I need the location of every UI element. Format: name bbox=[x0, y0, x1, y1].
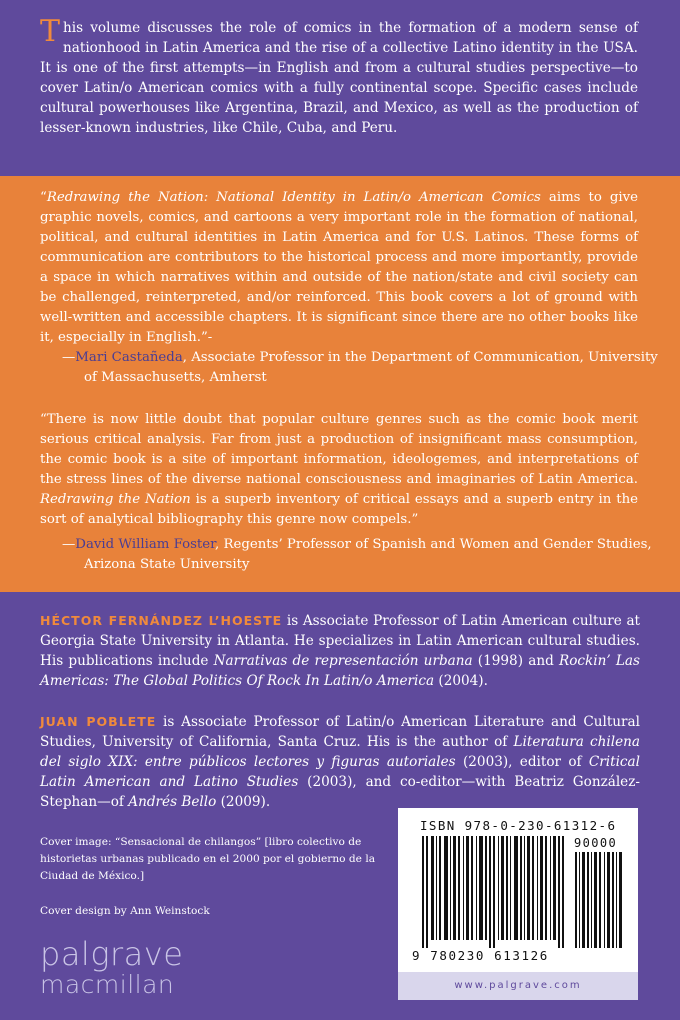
bio2-text-b: (2003), editor of bbox=[455, 754, 589, 770]
publisher-logo-line1: palgrave bbox=[40, 935, 184, 973]
barcode-main-icon bbox=[418, 836, 568, 948]
quote2-text-end: is a superb inventory of critical essays and a superb entry in the sort of analytical bibliography this genre now compels.” bbox=[40, 492, 638, 527]
endorsement-quote-2 bbox=[40, 410, 638, 530]
attribution-dash: — bbox=[62, 537, 76, 552]
isbn-label: ISBN 978-0-230-61312-6 bbox=[420, 818, 617, 833]
bio2-text-c: (2003), and co-editor—with Beatriz González-Stephan—of bbox=[40, 774, 640, 810]
bio1-text: is Associate Professor of Latin American culture at Georgia State University in Atlanta. He specializes in Latin American cultural studies. His publications include bbox=[40, 613, 641, 669]
bio1-title-b: Rockin’ Las Americas: The Global Politics Of Rock In Latin/o America bbox=[40, 653, 640, 689]
bio1-text-c: (2004). bbox=[434, 673, 488, 689]
barcode-supplement-icon bbox=[574, 852, 624, 948]
publisher-logo-line2: macmillan bbox=[40, 970, 175, 999]
endorsement-attribution-1 bbox=[62, 348, 664, 388]
bio2-text: is Associate Professor of Latin/o American Literature and Cultural Studies, University of California, Santa Cruz. His is the author of bbox=[40, 714, 640, 750]
quote1-text: aims to give graphic novels, comics, and cartoons a very important role in the formation of national, political, and cultural identities in Latin America and for U.S. Latinos. These forms of communication are contributors to the historical process and more importantly, provide a space in which narratives within and outside of the nation/state and civil society can be challenged, reinterpreted, and/or reinforced. This book covers a lot of ground with well-written and accessible chapters. It is significant since there are no other books like it, especially in English.”- bbox=[40, 190, 638, 345]
endorser-name-2: David William Foster bbox=[75, 537, 216, 552]
attribution-dash: — bbox=[62, 350, 76, 365]
barcode-panel bbox=[398, 808, 638, 1000]
cover-image-credit: Cover image: “Sensacional de chilangos” [libro colectivo de historietas urbanas publicado en el 2000 por el gobierno de la Ciudad de México.] bbox=[40, 836, 376, 882]
bio1-title-a: Narrativas de representación urbana bbox=[213, 653, 473, 669]
cover-design-credit: Cover design by Ann Weinstock bbox=[40, 905, 210, 917]
author-name-1: HÉCTOR FERNÁNDEZ L’HOESTE bbox=[40, 613, 283, 628]
drop-cap: T bbox=[40, 14, 61, 49]
bio2-text-d: (2009). bbox=[216, 794, 271, 810]
endorser-affiliation-1: , Associate Professor in the Department of Communication, University of Massachusetts, Amherst bbox=[84, 350, 658, 385]
bio1-text-b: (1998) and bbox=[472, 653, 559, 669]
author-name-2: JUAN POBLETE bbox=[40, 714, 157, 729]
endorsement-attribution-2 bbox=[62, 535, 664, 575]
endorser-name-1: Mari Castañeda bbox=[75, 350, 183, 365]
intro-paragraph bbox=[40, 14, 638, 138]
quote-open-mark: “ bbox=[40, 190, 47, 205]
bio2-title-c: Andrés Bello bbox=[128, 794, 217, 810]
bio2-title-b: Critical Latin American and Latino Studies bbox=[40, 754, 640, 790]
quote2-text: “There is now little doubt that popular culture genres such as the comic book merit serious critical analysis. Far from just a production of insignificant mass consumption, the comic book is a site of important information, ideologemes, and interpretations of the stress lines of the diverse national consciousness and imaginaries of Latin America. bbox=[40, 412, 638, 487]
bio2-title-a: Literatura chilena del siglo XIX: entre públicos lectores y figuras autoriales bbox=[40, 734, 640, 770]
author-bio-2 bbox=[40, 712, 640, 812]
intro-text: his volume discusses the role of comics in the formation of a modern sense of nationhood in Latin America and the rise of a collective Latino identity in the USA. It is one of the first attempts—in English and from a cultural studies perspective—to cover Latin/o American comics with a fully continental scope. Specific cases include cultural powerhouses like Argentina, Brazil, and Mexico, as well as the production of lesser-known industries, like Chile, Cuba, and Peru. bbox=[40, 20, 638, 136]
price-supplement-digits: 90000 bbox=[574, 836, 618, 850]
publisher-logo bbox=[40, 937, 240, 999]
quote1-book-title: Redrawing the Nation: National Identity in Latin/o American Comics bbox=[46, 190, 541, 205]
quote2-book-title: Redrawing the Nation bbox=[40, 492, 191, 507]
author-bio-1 bbox=[40, 611, 640, 691]
ean-digits: 9 780230 613126 bbox=[412, 948, 549, 963]
endorser-affiliation-2: , Regents’ Professor of Spanish and Women and Gender Studies, Arizona State University bbox=[84, 537, 652, 572]
endorsement-quote-1 bbox=[40, 188, 638, 348]
publisher-url[interactable]: www.palgrave.com bbox=[398, 972, 638, 1000]
